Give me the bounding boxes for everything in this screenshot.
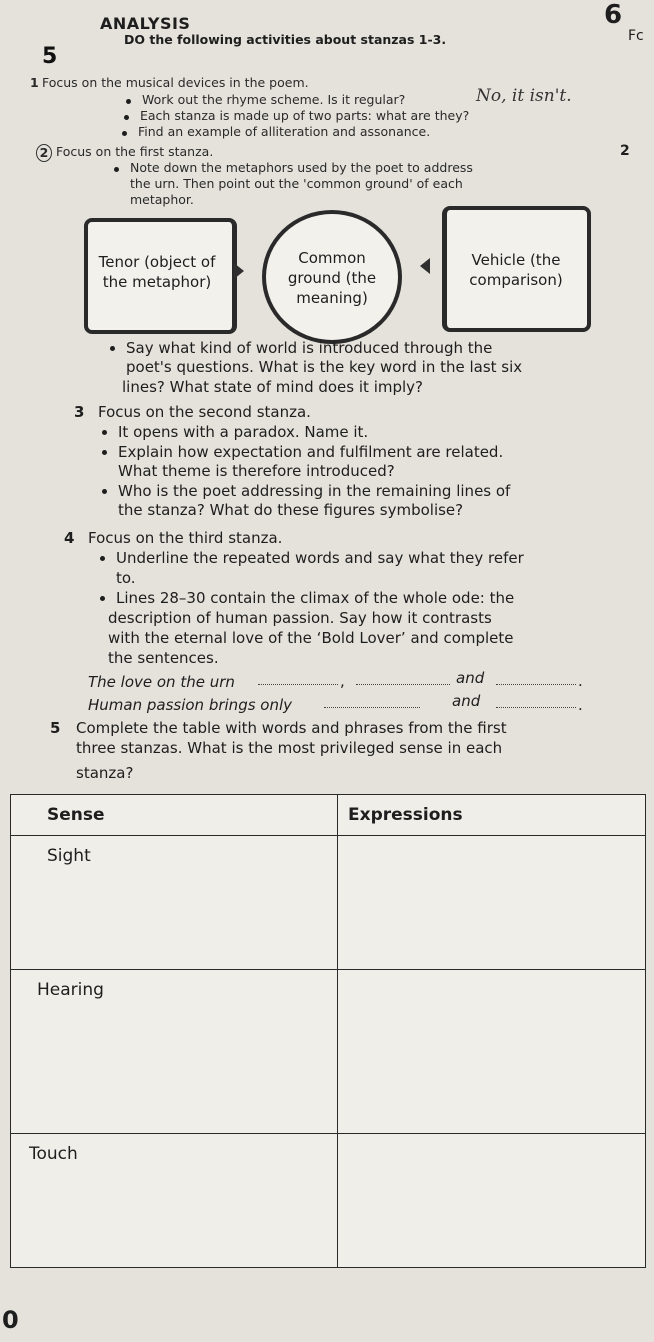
common-ground-label: Common ground (the meaning)	[287, 249, 377, 307]
q4-number: 4	[64, 529, 75, 547]
sense-cell: Touch	[11, 1134, 338, 1268]
sentence-2-start: Human passion brings only	[88, 696, 293, 714]
q2-bullet: Note down the metaphors used by the poet to address	[130, 160, 473, 175]
blank-1a[interactable]	[258, 684, 338, 685]
margin-number: 2	[620, 143, 630, 159]
sentence-1-end: .	[578, 672, 583, 690]
q2-title: Focus on the first stanza.	[56, 144, 214, 159]
q5-number: 5	[50, 719, 61, 737]
left-arrow-icon	[420, 258, 430, 274]
q3-number: 3	[74, 403, 85, 421]
q3-text-line: What theme is therefore introduced?	[118, 462, 395, 480]
edge-fragment: Fc	[628, 28, 644, 44]
q3-bullet: It opens with a paradox. Name it.	[118, 423, 369, 441]
table-row	[11, 970, 646, 1134]
blank-1b[interactable]	[356, 684, 450, 685]
expressions-cell[interactable]	[338, 970, 646, 1134]
tenor-label: Tenor (object of the metaphor)	[98, 253, 216, 291]
blank-1c[interactable]	[496, 684, 576, 685]
q4-bullet: Underline the repeated words and say what they refer	[116, 549, 524, 567]
sense-cell: Sight	[11, 836, 338, 970]
page-number: 0	[2, 1306, 19, 1334]
q5-text-line: Complete the table with words and phrases from the first	[76, 719, 507, 737]
sense-cell: Hearing	[11, 970, 338, 1134]
instruction-text: DO the following activities about stanzas 1-3.	[124, 32, 447, 47]
sentence-1-and: and	[456, 669, 485, 687]
expressions-cell[interactable]	[338, 1134, 646, 1268]
q2-text-line: metaphor.	[130, 192, 194, 207]
sentence-1-comma: ,	[340, 672, 345, 690]
q3-title: Focus on the second stanza.	[98, 403, 311, 421]
sentence-1-start: The love on the urn	[88, 673, 235, 691]
q2-text-line: the urn. Then point out the 'common ground' of each	[130, 176, 463, 191]
handwritten-answer: No, it isn't.	[476, 86, 572, 106]
q5-text-line: stanza?	[76, 764, 134, 782]
q2-bullet: Say what kind of world is introduced through the	[126, 339, 493, 357]
page-corner-number: 6	[604, 0, 623, 30]
q4-text-line: description of human passion. Say how it contrasts	[108, 609, 492, 627]
expressions-cell[interactable]	[338, 836, 646, 970]
q3-bullet: Explain how expectation and fulfilment are related.	[118, 443, 504, 461]
q1-title: Focus on the musical devices in the poem.	[42, 75, 309, 90]
sense-table	[10, 794, 646, 1268]
q2-text-line: lines? What state of mind does it imply?	[122, 378, 423, 396]
blank-2b[interactable]	[496, 707, 576, 708]
q1-bullet: Work out the rhyme scheme. Is it regular?	[142, 92, 406, 107]
blank-2a[interactable]	[324, 707, 420, 708]
q1-number: 1	[30, 75, 39, 90]
activity-badge: 5	[42, 44, 58, 69]
q4-text-line: to.	[116, 569, 136, 587]
table-row	[11, 836, 646, 970]
q1-bullet: Each stanza is made up of two parts: what are they?	[140, 108, 470, 123]
table-header-row	[11, 795, 646, 836]
table-row	[11, 1134, 646, 1268]
sentence-2-end: .	[578, 696, 583, 714]
q5-text-line: three stanzas. What is the most privileged sense in each	[76, 739, 503, 757]
right-arrow-icon	[234, 263, 244, 279]
header-sense: Sense	[11, 795, 338, 836]
q4-bullet: Lines 28–30 contain the climax of the whole ode: the	[116, 589, 515, 607]
q4-text-line: the sentences.	[108, 649, 219, 667]
sentence-2-and: and	[452, 692, 481, 710]
header-expressions: Expressions	[338, 795, 646, 836]
section-title: ANALYSIS	[100, 14, 191, 33]
q3-text-line: the stanza? What do these figures symbolise?	[118, 501, 464, 519]
vehicle-label: Vehicle (the comparison)	[469, 251, 563, 289]
q2-text-line: poet's questions. What is the key word in the last six	[126, 358, 523, 376]
q4-text-line: with the eternal love of the ‘Bold Lover’ and complete	[108, 629, 514, 647]
q2-number: 2	[36, 144, 52, 162]
q4-title: Focus on the third stanza.	[88, 529, 283, 547]
q3-bullet: Who is the poet addressing in the remaining lines of	[118, 482, 511, 500]
q1-bullet: Find an example of alliteration and assonance.	[138, 124, 431, 139]
